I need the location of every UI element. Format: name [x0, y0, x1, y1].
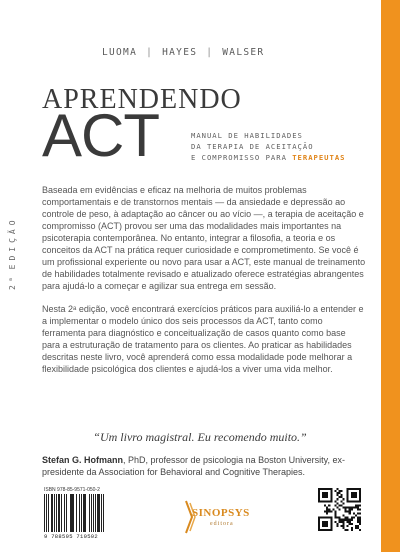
qr-module — [336, 502, 338, 504]
qr-module — [326, 513, 328, 515]
qr-module — [338, 508, 340, 510]
paragraph-text: edição, você encontrará exercícios práticos para auxiliá-lo a entender e a implementar o modelo único dos seis processos da ACT, tanto como ferramenta para diagnóstico e conceitualização de casos quanto como base para a estruturação de tratamento para os clientes. Ao praticar as habilidades descritas neste livro, você aprenderá como essa modalidade pode melhorar a flexibilidade psicológica dos clientes e ajudá-los a viver uma vida melhor. — [42, 304, 364, 374]
qr-module — [349, 508, 351, 510]
qr-module — [357, 513, 359, 515]
qr-module — [351, 492, 357, 498]
qr-module — [332, 508, 334, 510]
publisher-name: SINOPSYS — [192, 507, 250, 519]
author-list — [102, 47, 264, 58]
qr-module — [357, 527, 359, 529]
qr-module — [326, 506, 328, 508]
qr-module — [357, 506, 359, 508]
isbn-label: ISBN 978-85-9571-050-2 — [44, 487, 100, 493]
qr-module — [345, 506, 347, 508]
qr-module — [343, 502, 345, 504]
qr-module — [345, 519, 347, 521]
qr-module — [351, 519, 353, 521]
qr-module — [345, 529, 347, 531]
qr-module — [326, 511, 328, 513]
qr-module — [349, 521, 351, 523]
qr-module — [349, 511, 351, 513]
qr-module — [328, 504, 330, 506]
qr-module — [353, 506, 355, 508]
qr-module — [338, 490, 340, 492]
qr-module — [343, 515, 345, 517]
qr-module — [359, 508, 361, 510]
qr-module — [347, 517, 349, 519]
qr-module — [345, 517, 347, 519]
qr-module — [334, 513, 336, 515]
qr-module — [341, 500, 343, 502]
qr-module — [347, 511, 349, 513]
endorsement-quote: “Um livro magistral. Eu recomendo muito.” — [93, 430, 307, 444]
qr-module — [343, 525, 345, 527]
endorser-details: , PhD, professor de psicologia na Boston University, ex-presidente da Association for Behavioral and Cognitive Therapies. — [42, 455, 345, 477]
qr-module — [336, 506, 338, 508]
subtitle-line: DA TERAPIA DE ACEITAÇÃO — [191, 142, 314, 151]
qr-module — [338, 496, 340, 498]
qr-module — [351, 529, 353, 531]
description-paragraph: Baseada em evidências e eficaz na melhoria de muitos problemas comportamentais e de transtornos mentais — da ansiedade e depressão ao controle de peso, à adaptação ao câncer ou ao vício —, a terapia de aceitação e compromisso (ACT) provou ser uma das modalidades mais importantes na psicoterapia contemporânea. No entanto, integrar a filosofia, a teoria e os conceitos da ACT na prática requer curiosidade e comprometimento. Se você é um profissional experiente ou novo para usar a ACT, este manual de treinamento de habilidades totalmente revisado e atualizado oferece estratégias abrangentes para ajudá-lo a começar e agilizar sua entrega em sessão. — [42, 185, 366, 291]
author-separator: | — [206, 47, 214, 58]
qr-module — [351, 508, 353, 510]
qr-module — [353, 513, 355, 515]
barcode — [44, 487, 134, 540]
back-cover-description — [42, 184, 366, 375]
author-name: HAYES — [162, 47, 198, 58]
paragraph-text: Nesta 2 — [42, 304, 74, 314]
qr-module — [341, 490, 343, 492]
edition-word: EDIÇÃO — [8, 216, 17, 270]
qr-module — [359, 513, 361, 515]
book-subtitle — [191, 130, 346, 163]
qr-module — [349, 519, 351, 521]
subtitle-line: MANUAL DE HABILIDADES — [191, 131, 303, 140]
qr-module — [328, 508, 330, 510]
qr-module — [336, 525, 338, 527]
qr-module — [357, 504, 359, 506]
qr-module — [341, 504, 343, 506]
qr-module — [341, 525, 343, 527]
qr-module — [351, 523, 353, 525]
qr-module — [343, 498, 345, 500]
qr-module — [359, 519, 361, 521]
qr-module — [336, 492, 338, 494]
qr-module — [322, 521, 328, 527]
qr-module — [349, 513, 351, 515]
ordinal-suffix: a — [73, 306, 77, 312]
qr-module — [343, 527, 345, 529]
publisher-subtitle: editora — [210, 521, 234, 527]
qr-module — [359, 529, 361, 531]
qr-module — [347, 506, 349, 508]
qr-module — [341, 521, 343, 523]
qr-module — [347, 519, 349, 521]
qr-module — [338, 492, 340, 494]
endorser-name: Stefan G. Hofmann — [42, 455, 124, 465]
book-title-line-1: APRENDENDO — [42, 84, 242, 115]
qr-module — [336, 517, 338, 519]
qr-module — [324, 504, 326, 506]
author-separator: | — [146, 47, 154, 58]
endorsement-attribution — [42, 454, 366, 478]
edition-suffix: a — [8, 277, 14, 281]
qr-module — [338, 517, 340, 519]
qr-module — [343, 521, 345, 523]
subtitle-line-with-highlight — [191, 152, 346, 163]
qr-module — [355, 525, 357, 527]
qr-module — [328, 511, 330, 513]
subtitle-highlight: TERAPEUTAS — [292, 153, 346, 162]
qr-module — [343, 506, 345, 508]
qr-module — [357, 525, 359, 527]
edition-label — [8, 188, 20, 318]
qr-module — [357, 517, 359, 519]
book-title-line-2: ACT — [42, 102, 159, 169]
qr-module — [334, 517, 336, 519]
qr-module — [359, 504, 361, 506]
description-paragraph — [42, 303, 366, 375]
qr-module — [343, 519, 345, 521]
qr-module — [355, 515, 357, 517]
barcode-bars — [44, 494, 134, 532]
qr-module — [359, 523, 361, 525]
qr-module — [334, 521, 336, 523]
qr-module — [336, 488, 338, 490]
qr-module — [338, 521, 340, 523]
qr-module — [355, 504, 357, 506]
qr-module — [355, 506, 357, 508]
qr-module — [359, 521, 361, 523]
qr-module — [334, 490, 336, 492]
book-spine-strip — [381, 0, 400, 552]
author-name: LUOMA — [102, 47, 138, 58]
qr-module — [336, 523, 338, 525]
qr-module — [351, 517, 353, 519]
qr-module — [343, 523, 345, 525]
qr-module — [359, 517, 361, 519]
qr-module — [355, 527, 357, 529]
qr-module — [334, 504, 336, 506]
qr-module — [341, 519, 343, 521]
qr-module — [341, 494, 343, 496]
publisher-logo — [182, 497, 252, 537]
qr-module — [349, 506, 351, 508]
qr-module — [334, 515, 336, 517]
qr-module — [351, 506, 353, 508]
qr-module — [336, 494, 338, 496]
qr-module — [357, 521, 359, 523]
qr-module — [334, 511, 336, 513]
qr-module — [349, 523, 351, 525]
subtitle-line: E COMPROMISSO PARA — [191, 153, 287, 162]
barcode-bar — [104, 494, 105, 532]
qr-module — [347, 525, 349, 527]
qr-module — [334, 500, 336, 502]
qr-module — [338, 519, 340, 521]
qr-module — [326, 508, 328, 510]
author-name: WALSER — [222, 47, 265, 58]
qr-module — [347, 521, 349, 523]
qr-module — [336, 498, 338, 500]
qr-module — [345, 508, 347, 510]
qr-module — [324, 511, 326, 513]
qr-module — [330, 511, 332, 513]
qr-module — [357, 508, 359, 510]
qr-module — [353, 517, 355, 519]
qr-module — [341, 496, 343, 498]
qr-module — [322, 492, 328, 498]
edition-number: 2 — [8, 280, 17, 290]
qr-module — [347, 529, 349, 531]
barcode-number: 9 788595 710502 — [44, 533, 99, 540]
qr-module — [357, 519, 359, 521]
qr-module — [351, 527, 353, 529]
qr-code-icon — [318, 488, 361, 531]
qr-module — [338, 504, 340, 506]
qr-module — [345, 511, 347, 513]
